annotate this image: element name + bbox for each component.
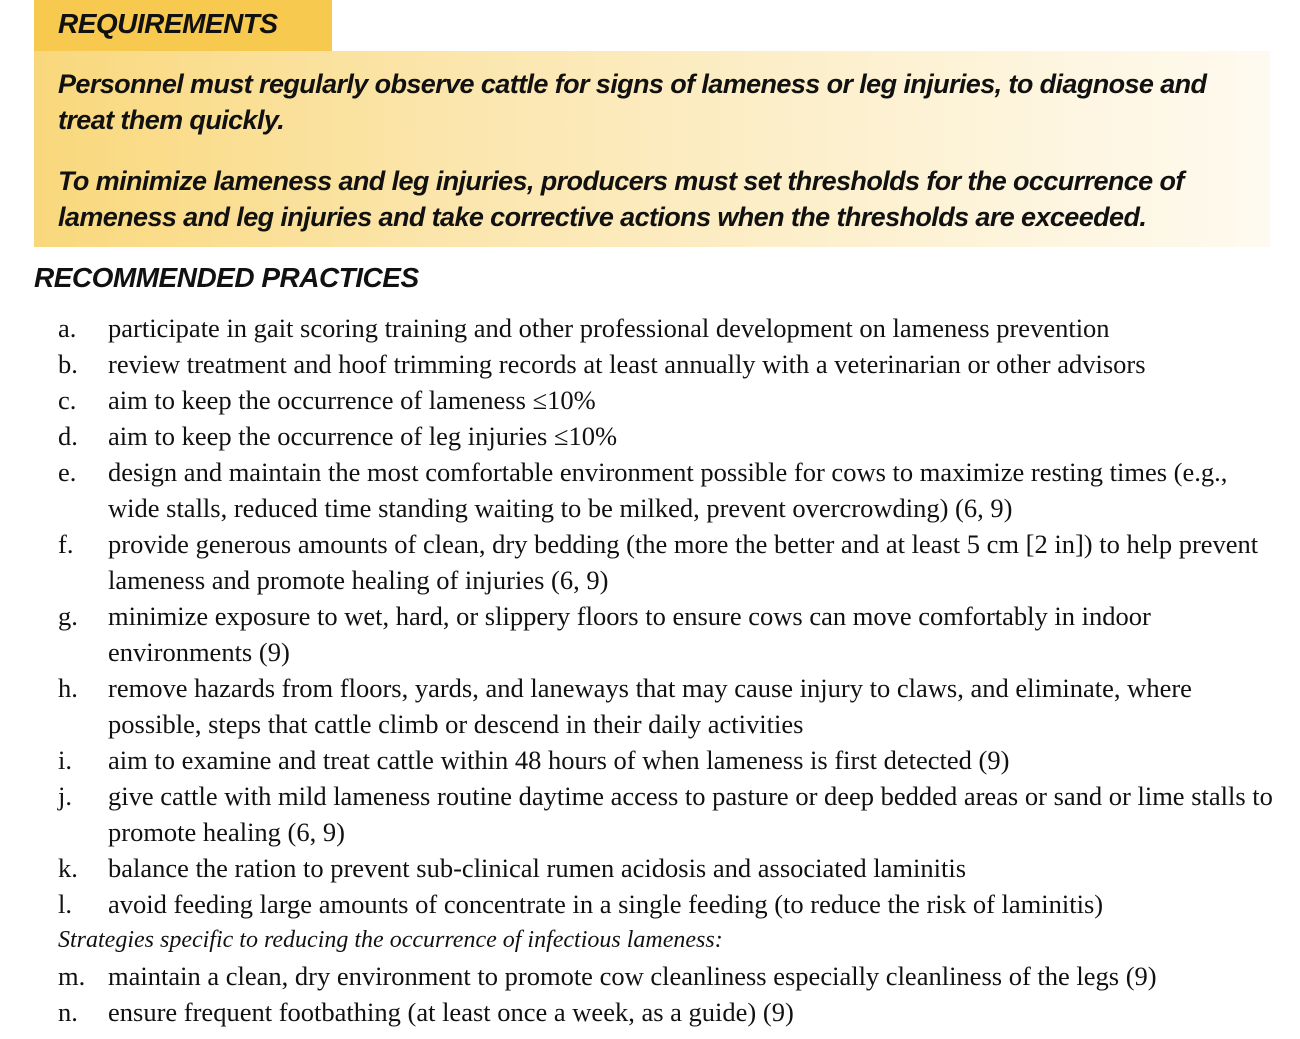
infectious-lameness-subheading: Strategies specific to reducing the occurrence of infectious lameness: — [58, 927, 723, 953]
practice-item — [58, 670, 1273, 742]
practice-text: aim to keep the occurrence of leg injuries ≤10% — [108, 421, 618, 451]
practice-item — [58, 382, 1273, 418]
practice-label: j. — [58, 781, 72, 811]
practice-item — [58, 346, 1273, 382]
practice-text: minimize exposure to wet, hard, or slippery floors to ensure cows can move comfortably in indoor environments (9) — [108, 601, 1151, 667]
practice-item — [58, 598, 1273, 670]
practice-item — [58, 310, 1273, 346]
practice-label: c. — [58, 385, 77, 415]
requirements-title: REQUIREMENTS — [58, 8, 278, 39]
practice-label: b. — [58, 349, 78, 379]
recommended-practices-title: RECOMMENDED PRACTICES — [34, 262, 419, 293]
practice-item — [58, 454, 1273, 526]
practice-text: aim to examine and treat cattle within 48 hours of when lameness is first detected (9) — [108, 745, 1010, 775]
practice-list — [58, 310, 1273, 1030]
practice-item — [58, 850, 1273, 886]
practice-text: provide generous amounts of clean, dry bedding (the more the better and at least 5 cm [2 in]) to help prevent lameness and promote healing of injuries (6, 9) — [108, 529, 1259, 595]
practice-label: m. — [58, 961, 86, 991]
practice-text: avoid feeding large amounts of concentrate in a single feeding (to reduce the risk of laminitis) — [108, 889, 1104, 919]
practice-label: l. — [58, 889, 72, 919]
practice-label: a. — [58, 313, 77, 343]
practice-label: g. — [58, 601, 78, 631]
practice-label: i. — [58, 745, 72, 775]
practice-item — [58, 886, 1273, 922]
requirement-paragraph: Personnel must regularly observe cattle for signs of lameness or leg injuries, to diagnose and treat them quickly. — [58, 69, 1207, 135]
practice-text: ensure frequent footbathing (at least once a week, as a guide) (9) — [108, 997, 794, 1027]
practice-label: k. — [58, 853, 78, 883]
practice-item — [58, 526, 1273, 598]
practice-label: h. — [58, 673, 78, 703]
practice-label: e. — [58, 457, 77, 487]
practice-item — [58, 994, 1273, 1030]
practice-item — [58, 778, 1273, 850]
practice-text: give cattle with mild lameness routine daytime access to pasture or deep bedded areas or sand or lime stalls to promote healing (6, 9) — [108, 781, 1273, 847]
practice-text: maintain a clean, dry environment to promote cow cleanliness especially cleanliness of the legs (9) — [108, 961, 1157, 991]
practice-text: design and maintain the most comfortable environment possible for cows to maximize resting times (e.g., wide stalls, reduced time standing waiting to be milked, prevent overcrowding) (6, 9) — [108, 457, 1228, 523]
practice-text: aim to keep the occurrence of lameness ≤10% — [108, 385, 596, 415]
practice-item — [58, 958, 1273, 994]
practice-text: remove hazards from floors, yards, and laneways that may cause injury to claws, and eliminate, where possible, steps that cattle climb or descend in their daily activities — [108, 673, 1192, 739]
practice-text: balance the ration to prevent sub-clinical rumen acidosis and associated laminitis — [108, 853, 967, 883]
requirement-paragraph: To minimize lameness and leg injuries, producers must set thresholds for the occurrence of lameness and leg injuries and take corrective actions when the thresholds are exceeded. — [58, 166, 1184, 232]
practice-text: participate in gait scoring training and other professional development on lameness prevention — [108, 313, 1110, 343]
practice-label: d. — [58, 421, 78, 451]
practice-text: review treatment and hoof trimming records at least annually with a veterinarian or other advisors — [108, 349, 1146, 379]
practice-item — [58, 418, 1273, 454]
practice-label: n. — [58, 997, 78, 1027]
practice-label: f. — [58, 529, 74, 559]
practice-item — [58, 742, 1273, 778]
